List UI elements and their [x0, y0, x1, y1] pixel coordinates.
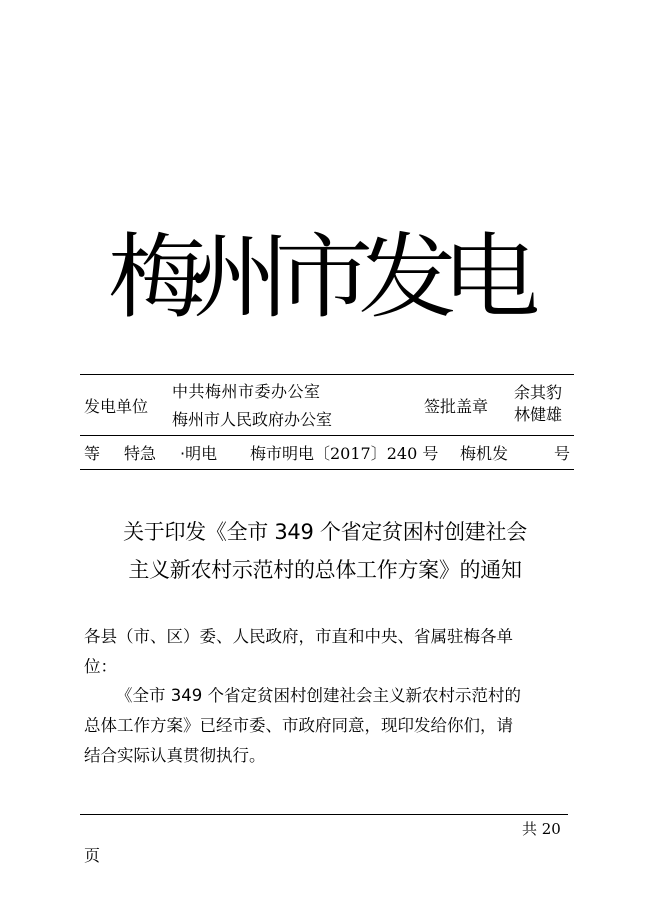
body-paragraph-line-1: 《全市 349 个省定贫困村创建社会主义新农村示范村的	[116, 686, 521, 705]
machine-number-label: 梅机发	[460, 444, 509, 463]
document-header-title: 梅州市发电	[108, 224, 526, 331]
notice-title-line-1: 关于印发《全市 349 个省定贫困村创建社会	[123, 520, 527, 544]
recipients-line-1: 各县（市、区）委、人民政府，市直和中央、省属驻梅各单	[84, 627, 513, 646]
table-middle-rule	[80, 435, 574, 436]
document-number: 梅市明电〔2017〕240 号	[250, 444, 439, 463]
sender-org-2: 梅州市人民政府办公室	[172, 410, 333, 429]
telegram-type: ·明电	[180, 444, 218, 463]
signer-1: 余其豹	[514, 383, 563, 402]
footer-rule	[80, 814, 568, 815]
machine-number-suffix: 号	[554, 444, 571, 463]
grade-label: 等	[84, 444, 101, 463]
body-paragraph-line-2: 总体工作方案》已经市委、市政府同意，现印发给你们，请	[84, 716, 513, 735]
sender-label: 发电单位	[84, 397, 149, 416]
sign-seal-label: 签批盖章	[424, 397, 489, 416]
urgency-level: 特急	[124, 444, 157, 463]
page-count: 共 20	[522, 820, 561, 838]
sender-org-1: 中共梅州市委办公室	[172, 382, 321, 401]
page-unit: 页	[84, 846, 101, 865]
body-paragraph-line-3: 结合实际认真贯彻执行。	[84, 746, 266, 765]
table-bottom-rule	[80, 469, 574, 470]
signer-2: 林健雄	[514, 405, 563, 424]
notice-title-line-2: 主义新农村示范村的总体工作方案》的通知	[128, 558, 522, 582]
recipients-line-2: 位：	[84, 657, 117, 676]
table-top-rule	[80, 374, 574, 375]
